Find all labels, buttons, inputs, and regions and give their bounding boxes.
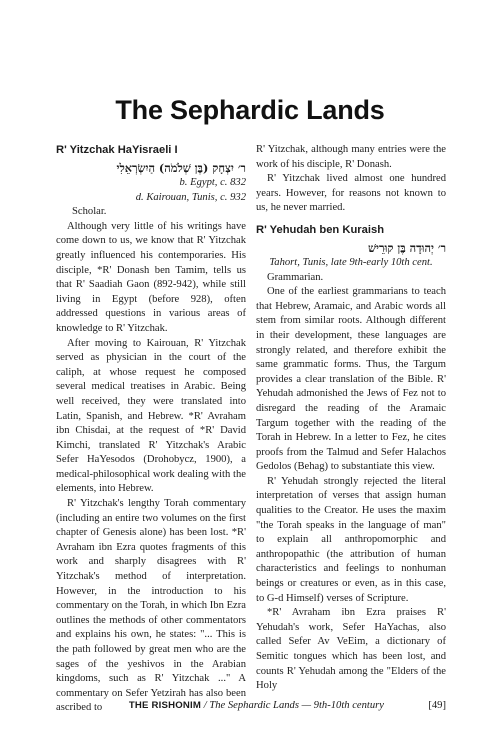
- entry-heading: R' Yitzchak HaYisraeli I: [56, 144, 178, 156]
- entry-heading: R' Yehudah ben Kuraish: [256, 223, 385, 236]
- chapter-title: The Sephardic Lands: [115, 95, 385, 125]
- entry-role: Scholar.: [72, 206, 107, 218]
- page-number: [49]: [428, 700, 446, 711]
- death-date: d. Kairouan, Tunis, c. 932: [135, 191, 246, 203]
- paragraph: One of the earliest grammarians to teach that Hebrew, Aramaic, and Arabic words all stem from similar roots. Although different in their development, these languages are strongly related, and therefore exhibit the same grammatic forms. Thus, the Targum provides a clear translation of the Bible. R' Yehudah admonished the Jews of Fez not to disregard the reading of the Aramaic Targum together with the reading of the Torah in Hebrew. In a letter to Fez, he cites proofs from the Talmud and Sefer Halachos Gedolos (Behag) to substantiate this view.: [256, 286, 446, 473]
- entry-role: Grammarian.: [267, 271, 324, 283]
- right-column: [256, 143, 446, 694]
- entry-dates: Tahort, Tunis, late 9th-early 10th cent.: [269, 256, 433, 268]
- section-title: The Sephardic Lands — 9th-10th century: [209, 700, 384, 711]
- paragraph: R' Yitzchak, although many entries were the work of his disciple, R' Donash.: [256, 144, 446, 170]
- footer-separator: /: [201, 700, 210, 711]
- paragraph: *R' Avraham ibn Ezra praises R' Yehudah's work, Sefer HaYachas, also called Sefer Av VeEim, a dictionary of Semitic tongues which has been lost, and counts R' Yehudah among the "Elders of the Holy: [256, 607, 446, 692]
- running-footer: [56, 700, 446, 716]
- paragraph: After moving to Kairouan, R' Yitzchak served as physician in the court of the caliph, at whose request he composed several medical treatises in Arabic. Being well received, they were translated into Latin, Spanish, and Hebrew. *R' Avraham ibn Chisdai, at the request of *R' David Kimchi, translated R' Yitzchak's Arabic Sefer HaYesodos (Drohobycz, 1900), a medical-philosophical work dealing with the elements, into Hebrew.: [56, 337, 246, 495]
- left-column: [56, 143, 246, 716]
- running-title: [129, 700, 384, 711]
- paragraph: Although very little of his writings have come down to us, we know that R' Yitzchak greatly influenced his contemporaries. His disciple, *R' Donash ben Tamim, tells us that R' Saadiah Gaon (892-942), while still living in Egypt (before 928), often addressed questions in various areas of knowledge to R' Yitzchak.: [56, 220, 246, 334]
- book-title: THE RISHONIM: [128, 700, 202, 711]
- paragraph: R' Yitzchak lived almost one hundred years. However, for reasons not known to us, he never married.: [256, 173, 446, 214]
- birth-date: b. Egypt, c. 832: [179, 177, 246, 188]
- hebrew-name: ר׳ יְהוּדָה בֶּן קוּרֵישׁ: [367, 240, 446, 255]
- paragraph: R' Yehudah strongly rejected the literal interpretation of verses that assign human qualities to the Creator. He uses the maxim "the Torah speaks in the language of man" to explain all anthropomorphic and anthropopathic (the attribution of human characteristics and feelings to nonhuman beings or creatures or even, as in this case, to G-d Himself) verses of Scripture.: [256, 475, 446, 604]
- hebrew-name: ר׳ יִצְחָק (בֶּן שְׁלֹמֹה) הַיִשְׂרְאֵלִי: [116, 161, 246, 175]
- paragraph: R' Yitzchak's lengthy Torah commentary (including an entire two volumes on the first chapter of Genesis alone) has been lost. *R' Avraham ibn Ezra quotes fragments of this work and sharply disagrees with R' Yitzchak's method of interpretation. However, in the introduction to his commentary on the Torah, in which Ibn Ezra outlines the methods of other commentators and explains his own, he states: "... This is the path followed by great men who are the sages of the yeshivos in the Arabian kingdoms, such as R' Yitzchak ..." A commentary on Sefer Yetzirah has also been ascribed to: [56, 498, 246, 714]
